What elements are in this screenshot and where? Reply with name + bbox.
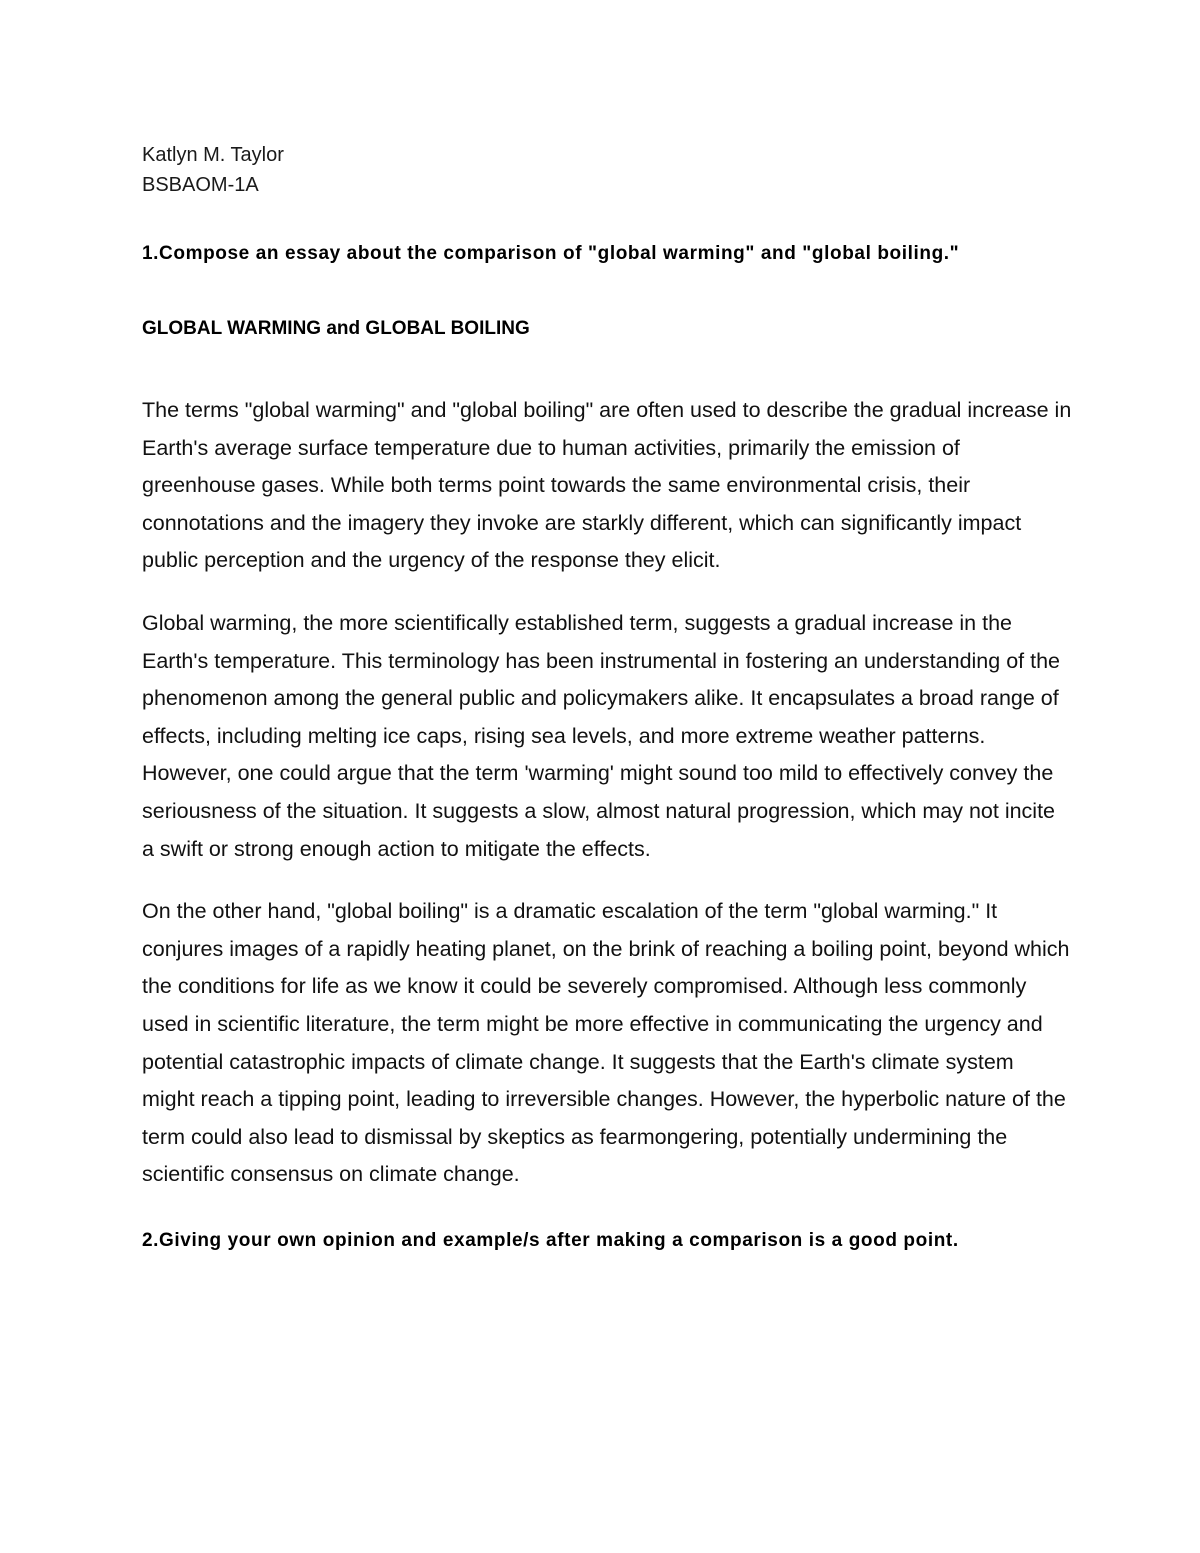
author-name: Katlyn M. Taylor [142, 144, 284, 166]
essay-paragraph-3: On the other hand, "global boiling" is a dramatic escalation of the term "global warming." It conjures images of a rapidly heating planet, on the brink of reaching a boiling point, beyond which the conditions for life as we know it could be severely compromised. Although less commonly used in scientific literature, the term might be more effective in communicating the urgency and potential catastrophic impacts of climate change. It suggests that the Earth's climate system might reach a tipping point, leading to irreversible changes. However, the hyperbolic nature of the term could also lead to dismissal by skeptics as fearmongering, potentially undermining the scientific consensus on climate change. [142, 899, 1070, 1187]
document-content [142, 140, 1072, 1255]
essay-paragraph-2: Global warming, the more scientifically established term, suggests a gradual increase in the Earth's temperature. This terminology has been instrumental in fostering an understanding of the phenomenon among the general public and policymakers alike. It encapsulates a broad range of effects, including melting ice caps, rising sea levels, and more extreme weather patterns. However, one could argue that the term 'warming' might sound too mild to effectively convey the seriousness of the situation. It suggests a slow, almost natural progression, which may not incite a swift or strong enough action to mitigate the effects. [142, 610, 1060, 861]
question-1: 1.Compose an essay about the comparison of "global warming" and "global boiling." [142, 243, 960, 264]
question-2: 2.Giving your own opinion and example/s after making a comparison is a good point. [142, 1229, 959, 1251]
student-section: BSBAOM-1A [142, 174, 259, 196]
essay-body [142, 392, 1072, 1194]
essay-title: GLOBAL WARMING and GLOBAL BOILING [142, 318, 530, 339]
essay-paragraph-1: The terms "global warming" and "global boiling" are often used to describe the gradual increase in Earth's average surface temperature due to human activities, primarily the emission of greenhouse gases. While both terms point towards the same environmental crisis, their connotations and the imagery they invoke are starkly different, which can significantly impact public perception and the urgency of the response they elicit. [142, 398, 1072, 573]
